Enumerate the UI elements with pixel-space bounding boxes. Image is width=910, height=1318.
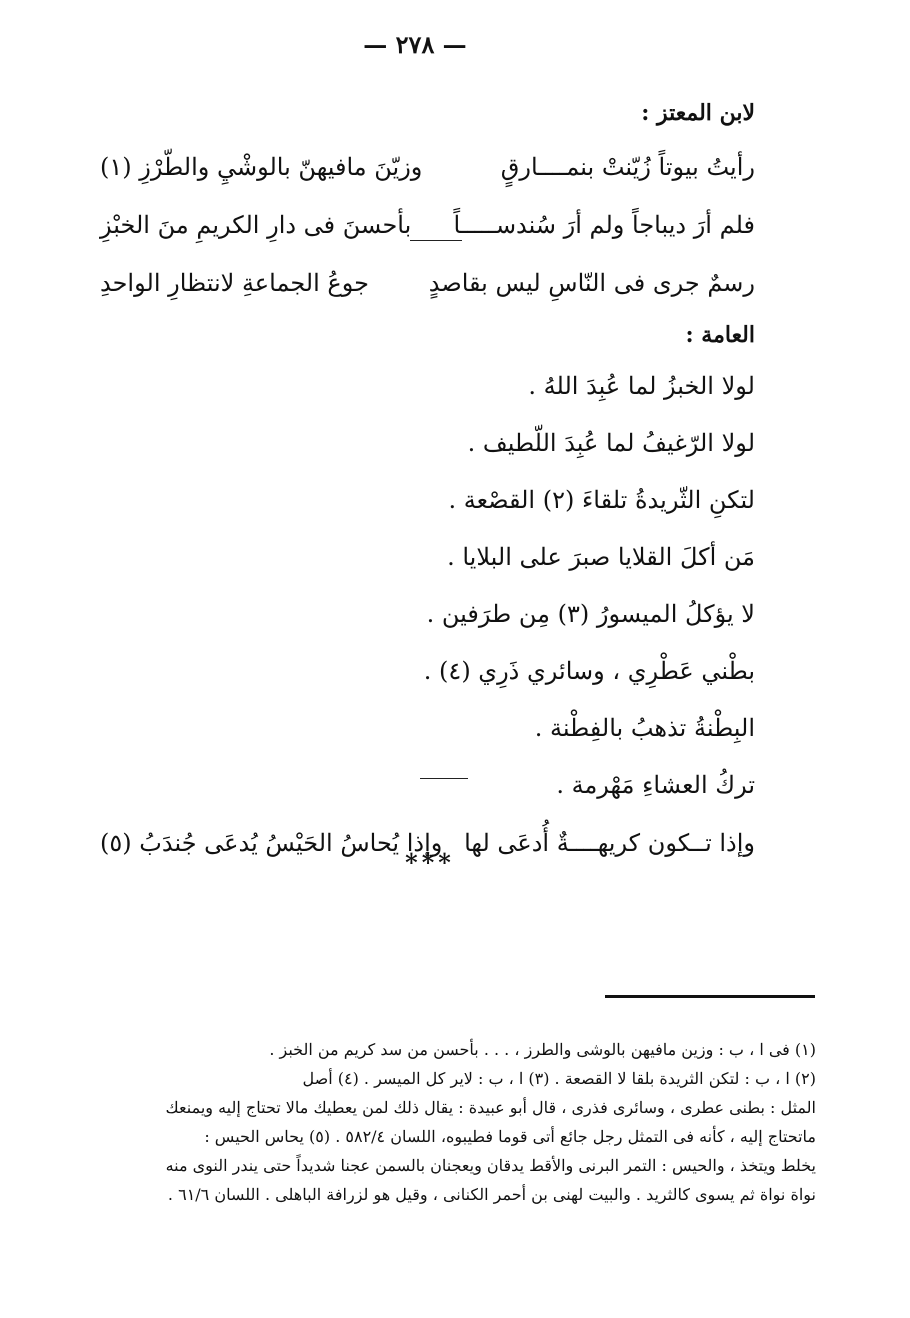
saying-line: لتكنِ الثّريدةُ تلقاءَ (٢) القصْعة . <box>448 486 755 514</box>
footnote-line: يخلط ويتخذ ، والحيس : التمر البرنى والأقط يدقان ويعجنان بالسمن عجنا شديداً حتى يندر النوى منه <box>165 1156 816 1175</box>
section-break-stars: *** <box>405 848 455 877</box>
footnotes <box>86 1035 816 1209</box>
saying-line: لولا الرّغيفُ لما عُبِدَ اللّطيف . <box>467 429 755 457</box>
footnote-line: ماتحتاج إليه ، كأنه فى التمثل رجل جائع أتى قوما فطيبوه، اللسان ٥٨٢/٤ . (٥) يحاس الحيس : <box>204 1127 816 1146</box>
saying-line: لا يؤكلُ الميسورُ (٣) مِن طرَفين . <box>426 600 755 628</box>
saying-line: البِطْنةُ تذهبُ بالفِطْنة . <box>534 714 755 742</box>
footnote-divider <box>605 995 815 998</box>
saying-line: بطْني عَطْرِي ، وسائري ذَرِي (٤) . <box>423 657 755 685</box>
footnote-line: (٢) ا ، ب : لتكن الثريدة بلقا لا القصعة . (٣) ا ، ب : لاير كل الميسر . (٤) أصل <box>302 1069 816 1088</box>
page-number: — ٢٧٨ — <box>363 30 467 59</box>
footnote-line: (١) فى ا ، ب : وزين مافيهن بالوشى والطرز ، . . . بأحسن من سد كريم من الخبز . <box>269 1040 816 1059</box>
footnote-line: نواة نواة ثم يسوى كالثريد . والبيت لهنى بن أحمر الكنانى ، وقيل هو لزرافة الباهلى . اللسان ٦١/٦ . <box>167 1185 816 1204</box>
saying-line: تركُ العشاءِ مَهْرمة . <box>556 771 755 799</box>
verse-second-hemistich: جوعُ الجماعةِ لانتظارِ الواحدِ <box>100 269 369 297</box>
poetry-heading: لابن المعتز : <box>641 100 755 126</box>
verse-line <box>100 254 755 312</box>
verse-second-hemistich: وزيّنَ مافيهنّ بالوشْيِ والطّرْزِ (١) <box>100 153 423 181</box>
verse-line <box>100 196 755 254</box>
verse-first-hemistich: فلم أرَ ديباجاً ولم أرَ سُندســـــاً <box>453 211 755 239</box>
tatweel-overline <box>420 778 468 779</box>
verse-first-hemistich: رسمٌ جرى فى النّاسِ ليس بقاصدٍ <box>428 269 755 297</box>
saying-line: لولا الخبزُ لما عُبِدَ اللهُ . <box>528 372 755 400</box>
verse-line <box>100 138 755 196</box>
verse-first-hemistich: رأيتُ بيوتاً زُيّنتْ بنمــــارقٍ <box>500 153 755 181</box>
common-sayings-label: العامة : <box>685 322 755 348</box>
verse-first-hemistich: وإذا تــكون كريهــــةٌ أُدعَى لها <box>464 829 755 857</box>
saying-line: مَن أكلَ القلايا صبرَ على البلايا . <box>447 543 755 571</box>
main-text <box>100 88 755 872</box>
verse-second-hemistich: وإذا يُحاسُ الحَيْسُ يُدعَى جُندَبُ (٥) <box>100 829 443 857</box>
footnote-line: المثل : بطنى عطرى ، وسائرى فذرى ، قال أبو عبيدة : يقال ذلك لمن يعطيك مالا تحتاج إليه ويمنعك <box>165 1098 816 1117</box>
tatweel-overline <box>410 240 462 241</box>
verse-second-hemistich: بأحسنَ فى دارِ الكريمِ منَ الخبْزِ <box>100 211 412 239</box>
